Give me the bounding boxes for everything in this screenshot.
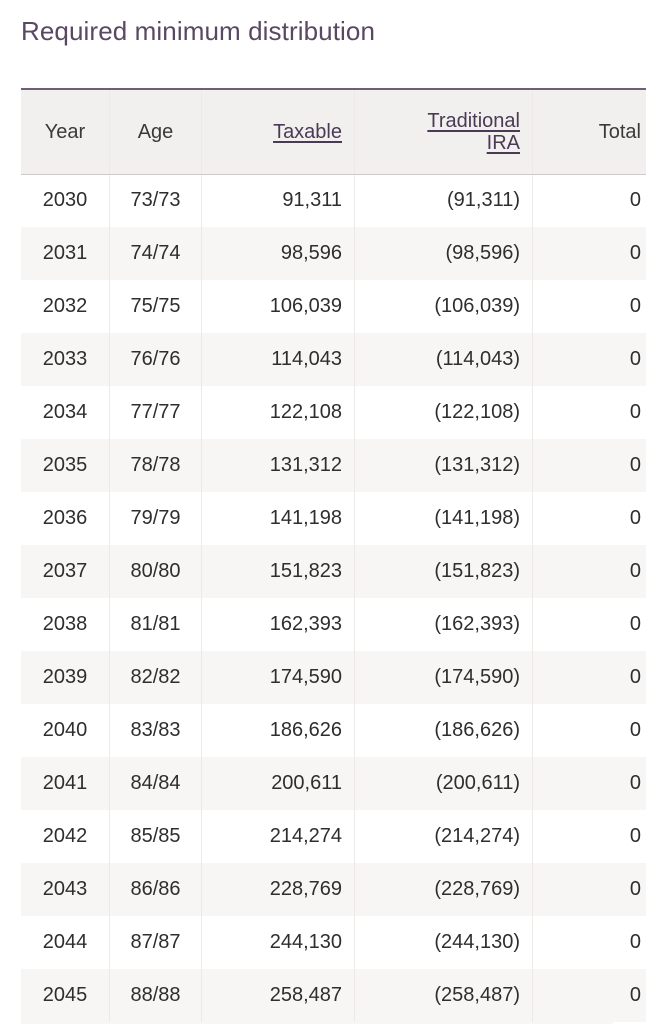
cell-age: 84/84 [110,757,202,810]
table-row [21,598,646,651]
cell-total: 0 [533,969,646,1022]
column-header-taxable-link[interactable]: Taxable [202,90,355,174]
cell-traditional-ira: (122,108) [355,386,533,439]
cell-traditional-ira: (200,611) [355,757,533,810]
rmd-table [21,90,646,1022]
cell-taxable: 258,487 [202,969,355,1022]
cell-age: 79/79 [110,492,202,545]
column-header-traditional-ira-link[interactable] [355,90,533,174]
cell-year: 2040 [21,704,110,757]
table-row [21,545,646,598]
cell-traditional-ira: (151,823) [355,545,533,598]
table-row [21,280,646,333]
cell-age: 87/87 [110,916,202,969]
cell-total: 0 [629,295,641,317]
cell-year: 2031 [21,227,110,280]
page-title: Required minimum distribution [21,16,376,46]
cell-taxable: 214,274 [202,810,355,863]
cell-total: 0 [629,189,641,211]
cell-total: 0 [533,757,646,810]
cell-total: 0 [629,825,641,847]
cell-taxable: 174,590 [202,651,355,704]
cell-age: 82/82 [110,651,202,704]
cell-age: 73/73 [110,174,202,227]
cell-taxable: 122,108 [202,386,355,439]
cell-year: 2041 [21,757,110,810]
table-body [21,174,646,1022]
table-row [21,492,646,545]
cell-traditional-ira: (186,626) [355,704,533,757]
table-row [21,757,646,810]
cell-taxable: 200,611 [202,757,355,810]
cell-traditional-ira: (162,393) [355,598,533,651]
cell-year: 2030 [21,174,110,227]
table-header-row [21,90,646,174]
cell-taxable: 228,769 [202,863,355,916]
cell-year: 2033 [21,333,110,386]
table-row [21,174,646,227]
cell-year: 2032 [21,280,110,333]
cell-taxable: 91,311 [202,174,355,227]
cell-year: 2039 [21,651,110,704]
column-header-age: Age [110,90,202,174]
cell-total: 0 [629,719,641,741]
header-bottom-rule [21,174,646,175]
cell-taxable: 106,039 [202,280,355,333]
column-header-total: Total [598,120,641,143]
cell-age: 81/81 [110,598,202,651]
cell-total: 0 [629,507,641,529]
cell-year: 2042 [21,810,110,863]
table-row [21,227,646,280]
table-row [21,863,646,916]
table-row [21,651,646,704]
cell-total: 0 [533,545,646,598]
cell-traditional-ira: (258,487) [355,969,533,1022]
table-row [21,386,646,439]
cell-age: 74/74 [110,227,202,280]
table-row [21,810,646,863]
cell-total: 0 [533,651,646,704]
table-row [21,916,646,969]
cell-age: 77/77 [110,386,202,439]
cell-traditional-ira: (106,039) [355,280,533,333]
cell-year: 2044 [21,916,110,969]
cell-total: 0 [629,931,641,953]
cell-age: 75/75 [110,280,202,333]
column-header-year: Year [21,90,110,174]
cell-total: 0 [533,227,646,280]
cell-traditional-ira: (91,311) [355,174,533,227]
table-row [21,969,646,1022]
cell-age: 88/88 [110,969,202,1022]
cell-traditional-ira: (228,769) [355,863,533,916]
cell-taxable: 141,198 [202,492,355,545]
cell-year: 2036 [21,492,110,545]
cell-year: 2034 [21,386,110,439]
cell-age: 85/85 [110,810,202,863]
rmd-table-container [21,88,646,1024]
cell-taxable: 131,312 [202,439,355,492]
cell-year: 2043 [21,863,110,916]
table-row [21,704,646,757]
cell-year: 2037 [21,545,110,598]
table-row [21,333,646,386]
cell-traditional-ira: (131,312) [355,439,533,492]
cell-year: 2045 [21,969,110,1022]
ira-header-line2: IRA [486,132,520,154]
cell-total: 0 [533,439,646,492]
cell-total: 0 [533,863,646,916]
cell-taxable: 162,393 [202,598,355,651]
cell-year: 2035 [21,439,110,492]
cell-year: 2038 [21,598,110,651]
cell-age: 86/86 [110,863,202,916]
cell-taxable: 151,823 [202,545,355,598]
cell-age: 78/78 [110,439,202,492]
cell-traditional-ira: (214,274) [355,810,533,863]
cell-age: 80/80 [110,545,202,598]
cell-taxable: 186,626 [202,704,355,757]
cell-traditional-ira: (244,130) [355,916,533,969]
cell-total: 0 [629,613,641,635]
cell-taxable: 244,130 [202,916,355,969]
cell-traditional-ira: (141,198) [355,492,533,545]
cell-total: 0 [533,333,646,386]
table-row [21,439,646,492]
cell-age: 83/83 [110,704,202,757]
cell-traditional-ira: (98,596) [355,227,533,280]
cell-taxable: 98,596 [202,227,355,280]
cell-taxable: 114,043 [202,333,355,386]
cell-traditional-ira: (114,043) [355,333,533,386]
cell-age: 76/76 [110,333,202,386]
cell-total: 0 [629,401,641,423]
cell-traditional-ira: (174,590) [355,651,533,704]
ira-header-line1: Traditional [427,110,520,132]
